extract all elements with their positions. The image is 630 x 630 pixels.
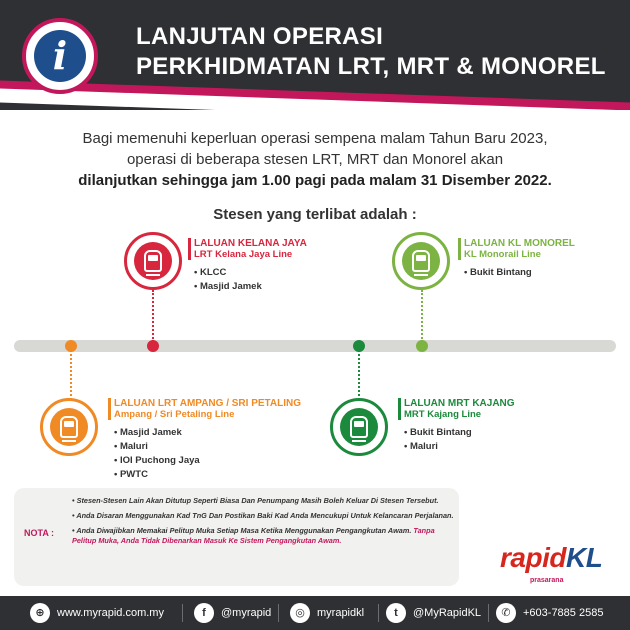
ampang-title: LALUAN LRT AMPANG / SRI PETALING	[114, 398, 302, 409]
footer-facebook[interactable]	[194, 596, 271, 630]
page-title-line-1: LANJUTAN OPERASI	[136, 23, 384, 50]
kajang-connector	[358, 350, 360, 400]
list-item: • Maluri	[404, 440, 515, 454]
intro-line-3: dilanjutkan sehingga jam 1.00 pagi pada malam 31 Disember 2022.	[78, 172, 552, 189]
list-item: • IOI Puchong Jaya	[114, 454, 301, 468]
twitter-icon: t	[386, 603, 406, 623]
footer-phone-text[interactable]: +603-7885 2585	[523, 607, 604, 619]
footer-divider	[182, 604, 183, 622]
footer-twitter-text[interactable]: @MyRapidKL	[413, 607, 482, 619]
header-banner	[0, 0, 630, 110]
info-icon: i	[34, 30, 86, 82]
train-icon	[144, 250, 162, 272]
info-badge	[14, 10, 106, 102]
footer-bar	[0, 596, 630, 630]
list-item: • Bukit Bintang	[464, 266, 575, 280]
kajang-info	[404, 398, 515, 454]
monorel-station-list	[464, 266, 575, 280]
ampang-info	[114, 398, 301, 482]
kajang-station-list	[404, 426, 515, 454]
nota-list	[72, 496, 454, 551]
ampang-connector	[70, 350, 72, 400]
rapidkl-logo	[500, 542, 603, 584]
monorel-title: LALUAN KL MONOREL	[464, 238, 575, 249]
footer-website-text[interactable]: www.myrapid.com.my	[57, 607, 164, 619]
facebook-icon: f	[194, 603, 214, 623]
ampang-ring	[40, 398, 98, 456]
kelana-jaya-ring	[124, 232, 182, 290]
brand-rapid: rapid	[500, 542, 566, 573]
ampang-timeline-dot	[65, 340, 77, 352]
kajang-accent-bar	[398, 398, 401, 420]
kelana-jaya-subtitle: LRT Kelana Jaya Line	[194, 249, 293, 260]
globe-icon: ⊕	[30, 603, 50, 623]
nota-item-warning: Tanpa Pelitup Muka, Anda Tidak Dibenarkan Masuk Ke Sistem Pengangkutan Awam.	[72, 526, 435, 545]
list-item: • Maluri	[114, 440, 301, 454]
nota-item: • Anda Disaran Menggunakan Kad TnG Dan Postikan Baki Kad Anda Mencukupi Untuk Kelancaran Perjalanan.	[72, 511, 454, 521]
kelana-jaya-station-list	[194, 266, 307, 294]
footer-divider	[278, 604, 279, 622]
nota-label: NOTA :	[24, 528, 54, 538]
intro-paragraph	[20, 128, 610, 191]
list-item: • Masjid Jamek	[114, 426, 301, 440]
monorel-ring	[392, 232, 450, 290]
ampang-station-list	[114, 426, 301, 482]
kelana-jaya-timeline-dot	[147, 340, 159, 352]
monorel-subtitle: KL Monorail Line	[464, 249, 541, 260]
kelana-jaya-accent-bar	[188, 238, 191, 260]
monorel-timeline-dot	[416, 340, 428, 352]
footer-phone[interactable]	[496, 596, 603, 630]
monorel-connector	[421, 290, 423, 342]
intro-line-2: operasi di beberapa stesen LRT, MRT dan Monorel akan	[126, 151, 504, 168]
kelana-jaya-connector	[152, 290, 154, 342]
kajang-title: LALUAN MRT KAJANG	[404, 398, 515, 409]
kelana-jaya-info	[194, 238, 307, 294]
monorel-accent-bar	[458, 238, 461, 260]
instagram-icon: ◎	[290, 603, 310, 623]
list-item: • PWTC	[114, 468, 301, 482]
ampang-subtitle: Ampang / Sri Petaling Line	[114, 409, 235, 420]
phone-icon: ✆	[496, 603, 516, 623]
page-title	[136, 22, 606, 82]
stations-subheading: Stesen yang terlibat adalah :	[213, 206, 417, 223]
list-item: • Bukit Bintang	[404, 426, 515, 440]
monorel-badge	[402, 242, 440, 280]
ampang-accent-bar	[108, 398, 111, 420]
timeline-bar	[14, 340, 616, 352]
page-title-line-2: PERKHIDMATAN LRT, MRT & MONOREL	[136, 53, 606, 80]
train-icon	[412, 250, 430, 272]
brand-prasarana: prasarana	[530, 577, 564, 584]
info-badge-ring	[22, 18, 98, 94]
nota-item	[72, 526, 454, 546]
list-item: • KLCC	[194, 266, 307, 280]
train-icon	[350, 416, 368, 438]
nota-item: • Stesen-Stesen Lain Akan Ditutup Seperti Biasa Dan Penumpang Masih Boleh Keluar Di Stesen Tersebut.	[72, 496, 454, 506]
footer-twitter[interactable]	[386, 596, 481, 630]
monorel-info	[464, 238, 575, 280]
nota-box	[14, 488, 459, 586]
footer-facebook-text[interactable]: @myrapid	[221, 607, 272, 619]
footer-website[interactable]	[30, 596, 164, 630]
brand-kl: KL	[565, 542, 603, 573]
ampang-badge	[50, 408, 88, 446]
kelana-jaya-badge	[134, 242, 172, 280]
kajang-subtitle: MRT Kajang Line	[404, 409, 482, 420]
list-item: • Masjid Jamek	[194, 280, 307, 294]
intro-line-1: Bagi memenuhi keperluan operasi sempena malam Tahun Baru 2023,	[82, 130, 548, 147]
kajang-timeline-dot	[353, 340, 365, 352]
footer-divider	[378, 604, 379, 622]
nota-item-text: Anda Diwajibkan Memakai Pelitup Muka Setiap Masa Ketika Menggunakan Pengangkutan Awam.	[76, 526, 412, 535]
footer-divider	[488, 604, 489, 622]
kajang-badge	[340, 408, 378, 446]
brand-wordmark	[500, 542, 602, 574]
kajang-ring	[330, 398, 388, 456]
train-icon	[60, 416, 78, 438]
footer-instagram-text[interactable]: myrapidkl	[317, 607, 365, 619]
kelana-jaya-title: LALUAN KELANA JAYA	[194, 238, 307, 249]
footer-instagram[interactable]	[290, 596, 364, 630]
